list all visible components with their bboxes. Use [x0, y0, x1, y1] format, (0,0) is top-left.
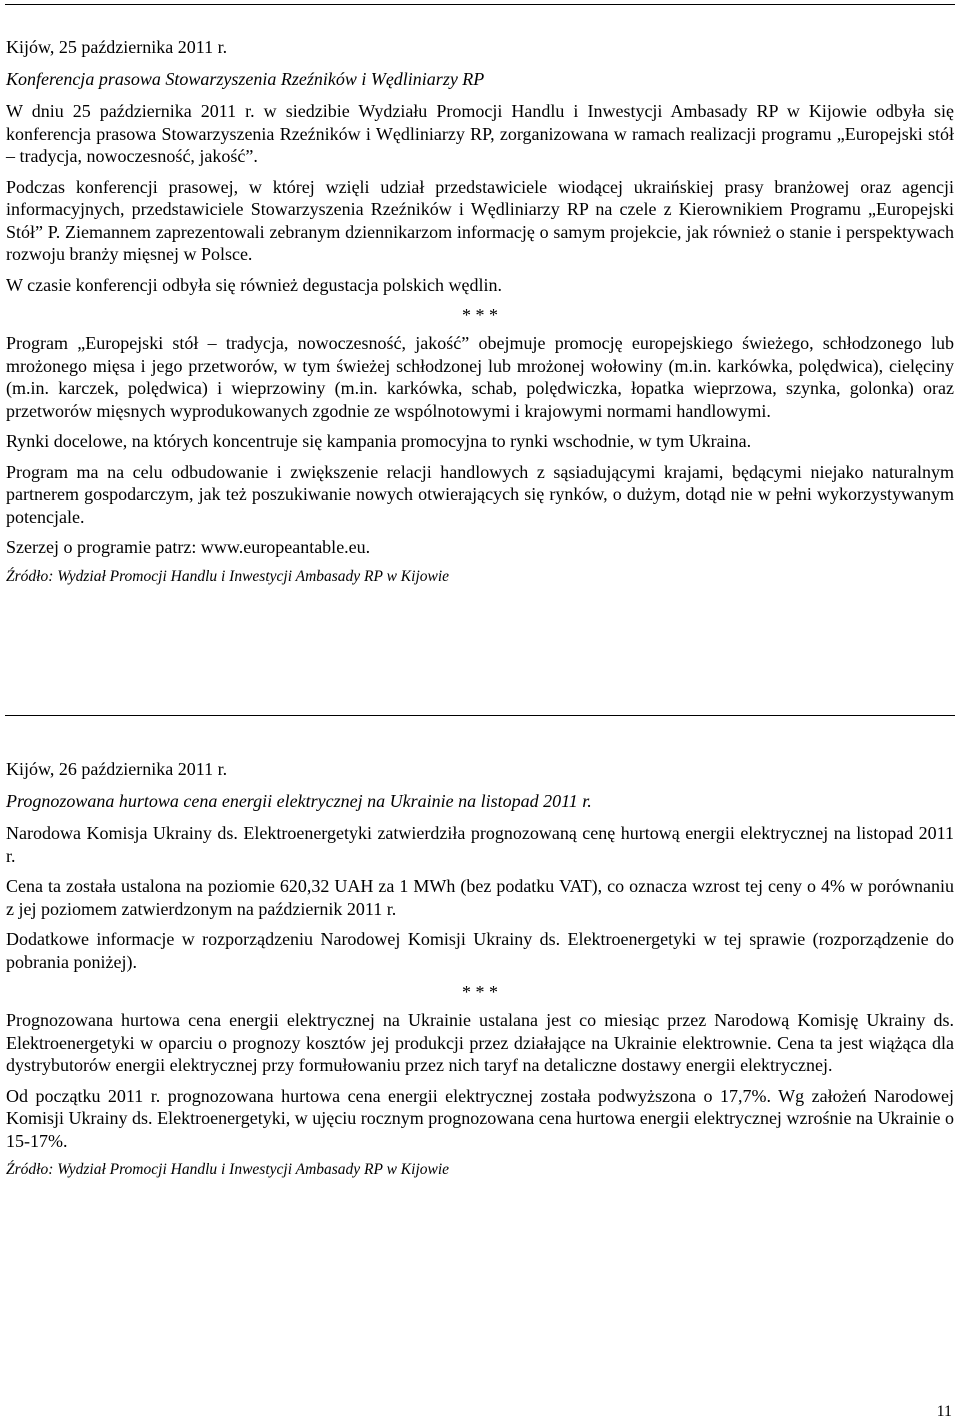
article-date: Kijów, 26 października 2011 r.: [6, 759, 228, 779]
article-press-conference: [6, 36, 954, 587]
paragraph: W czasie konferencji odbyła się również degustacja polskich wędlin.: [6, 274, 502, 295]
page-number: 11: [936, 1403, 952, 1420]
document-page-lower: [6, 758, 954, 1180]
paragraph: Narodowa Komisja Ukrainy ds. Elektroenergetyki zatwierdziła prognozowaną cenę hurtową energii elektrycznej na listopad 2011 r.: [6, 823, 954, 866]
paragraph: Program ma na celu odbudowanie i zwiększenie relacji handlowych z sąsiadującymi krajami, będącymi niejako naturalnym partnerem gospodarczym, jak też poszukiwanie nowych otwierających się rynków, o dużym, dotąd nie w pełni wykorzystywanym potencjale.: [6, 461, 954, 527]
source-note: Źródło: Wydział Promocji Handlu i Inwestycji Ambasady RP w Kijowie: [6, 1161, 450, 1178]
paragraph: Podczas konferencji prasowej, w której wzięli udział przedstawiciele wiodącej ukraińskiej prasy branżowej oraz agencji informacyjnych, przedstawiciele Stowarzyszenia Rzeźników i Wędliniarzy RP na czele z Kierownikiem Programu „Europejski Stół” P. Ziemannem zaprezentowali zebranym dziennikarzom informację o samym projekcie, jak również o stanie i perspektywach rozwoju branży mięsnej w Polsce.: [6, 176, 954, 264]
paragraph: Prognozowana hurtowa cena energii elektrycznej na Ukrainie ustalana jest co miesiąc przez Narodową Komisję Ukrainy ds. Elektroenergetyki w oparciu o prognozy kosztów jej produkcji przez działające na Ukrainie elektrownie. Cena ta jest wiążąca dla dystrybutorów energii elektrycznej przy formułowaniu przez nich taryf na detaliczne dostawy energii elektrycznej.: [6, 1010, 954, 1075]
article-title: Prognozowana hurtowa cena energii elektrycznej na Ukrainie na listopad 2011 r.: [6, 791, 592, 811]
paragraph: Program „Europejski stół – tradycja, nowoczesność, jakość” obejmuje promocję europejskiego świeżego, schłodzonego lub mrożonego mięsa i jego przetworów, w tym świeżej schłodzonej lub mrożonej wołowiny (m.in. karkówka, polędwica), cielęciny (m.in. karczek, polędwica) i wieprzowiny (m.in. karkówka, schab, polędwiczka, łopatka wieprzowa, szynka, golonka) oraz przetworów mięsnych wyprodukowanych zgodnie ze wspólnotowymi i krajowymi normami handlowymi.: [6, 333, 954, 421]
source-note: Źródło: Wydział Promocji Handlu i Inwestycji Ambasady RP w Kijowie: [6, 567, 450, 585]
paragraph: W dniu 25 października 2011 r. w siedzibie Wydziału Promocji Handlu i Inwestycji Ambasady RP w Kijowie odbyła się konferencja prasowa Stowarzyszenia Rzeźników i Wędliniarzy RP, zorganizowana w ramach realizacji programu „Europejski stół – tradycja, nowoczesność, jakość”.: [6, 101, 954, 166]
paragraph: Od początku 2011 r. prognozowana hurtowa cena energii elektrycznej została podwyższona o 17,7%. Wg założeń Narodowej Komisji Ukrainy ds. Elektroenergetyki, w ujęciu rocznym prognozowana cena hurtowa energii elektrycznej wzrośnie na Ukrainie o 15-17%.: [6, 1085, 954, 1151]
article-title: Konferencja prasowa Stowarzyszenia Rzeźników i Wędliniarzy RP: [6, 69, 485, 89]
article-date: Kijów, 25 października 2011 r.: [6, 37, 228, 57]
paragraph: Dodatkowe informacje w rozporządzeniu Narodowej Komisji Ukrainy ds. Elektroenergetyki w tej sprawie (rozporządzenie do pobrania poniżej).: [6, 929, 954, 972]
section-separator: * * *: [462, 982, 498, 1002]
top-rule: [5, 4, 955, 5]
section-separator: * * *: [462, 305, 498, 325]
article-energy-price: [6, 758, 954, 1180]
paragraph: Szerzej o programie patrz: www.europeantable.eu.: [6, 537, 371, 557]
paragraph: Rynki docelowe, na których koncentruje się kampania promocyjna to rynki wschodnie, w tym Ukraina.: [6, 431, 752, 451]
paragraph: Cena ta została ustalona na poziomie 620,32 UAH za 1 MWh (bez podatku VAT), co oznacza wzrost tej ceny o 4% w porównaniu z jej poziomem zatwierdzonym na październik 2011 r.: [6, 876, 954, 919]
article-divider: [5, 715, 955, 716]
document-page: [6, 36, 954, 587]
